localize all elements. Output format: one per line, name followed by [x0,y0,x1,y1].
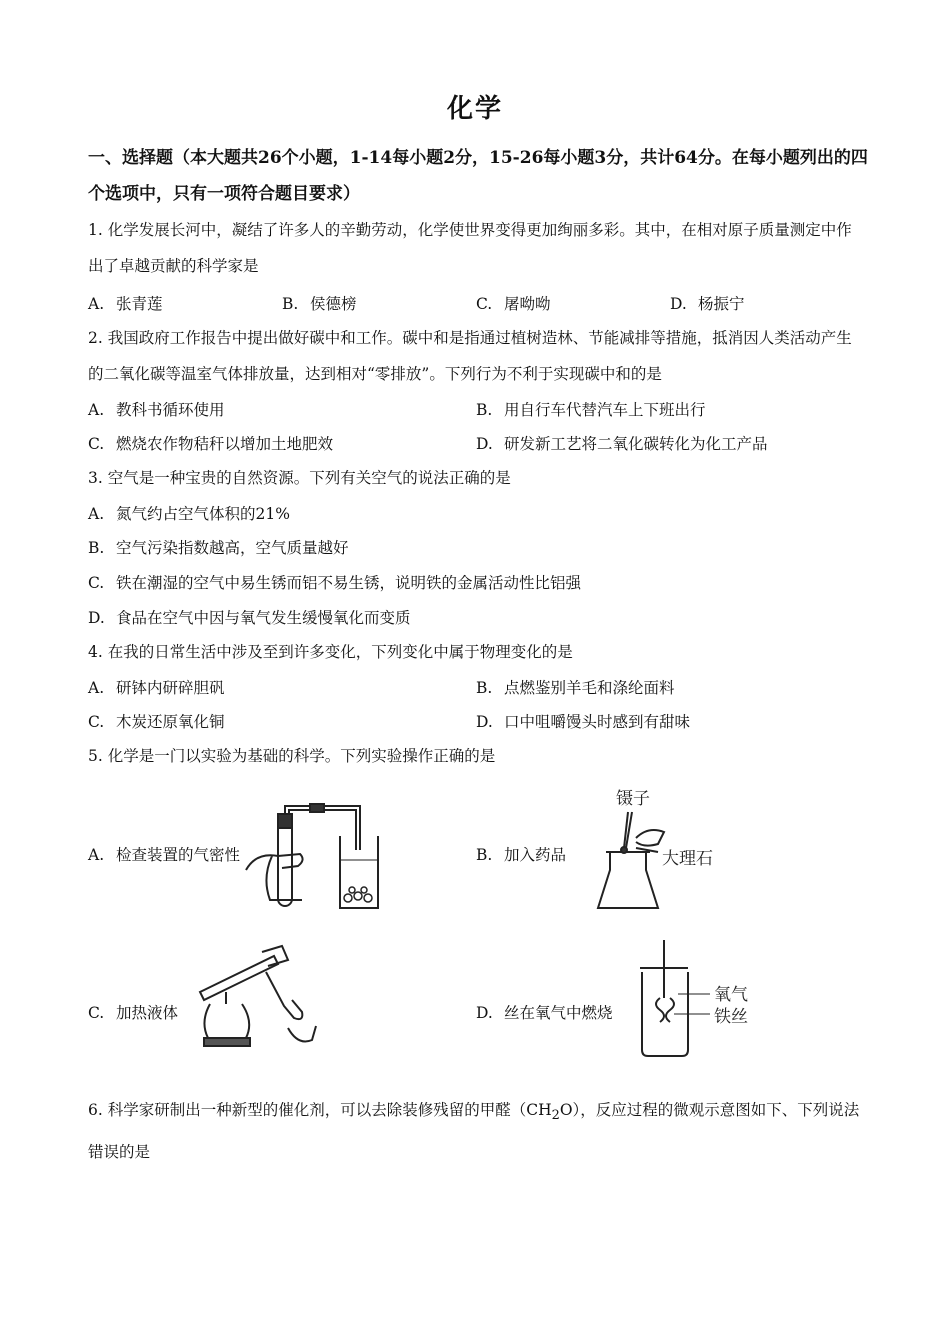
option-text: 口中咀嚼馒头时感到有甜味 [504,713,691,731]
option-label: C. [476,295,493,313]
q3-option-d [88,606,411,628]
q6-stem-part-2: O），反应过程的微观示意图如下、下列说法错误的是 [88,1101,860,1162]
option-label: B. [476,401,493,419]
option-text: 加热液体 [116,1004,179,1022]
option-text: 丝在氧气中燃烧 [504,1004,613,1022]
question-4-stem: 4. 在我的日常生活中涉及至到许多变化，下列变化中属于物理变化的是 [88,643,573,661]
q2-option-a [88,398,225,420]
option-text: 加入药品 [504,846,567,864]
q2-option-c [88,432,333,454]
option-label: D. [476,713,493,731]
question-3-stem: 3. 空气是一种宝贵的自然资源。下列有关空气的说法正确的是 [88,469,511,487]
question-2-stem: 2. 我国政府工作报告中提出做好碳中和工作。碳中和是指通过植树造林、节能减排等措施，抵消因人类活动产生的二氧化碳等温室气体排放量，达到相对“零排放”。下列行为不利于实现碳中和的是 [88,329,852,383]
q5-option-b [476,843,566,865]
q2-option-d [476,432,768,454]
tweezers-label: 镊子 [616,789,650,809]
option-label: B. [282,295,299,313]
section-heading: 一、选择题（本大题共26个小题，1-14每小题2分，15-26每小题3分，共计64分。在每小题列出的四个选项中，只有一项符合题目要求） [88,148,868,204]
option-label: A. [88,401,105,419]
option-label: C. [88,574,105,592]
option-text: 检查装置的气密性 [116,846,241,864]
option-text: 食品在空气中因与氧气发生缓慢氧化而变质 [116,609,411,627]
option-text: 研发新工艺将二氧化碳转化为化工产品 [504,435,768,453]
question-5-stem: 5. 化学是一门以实验为基础的科学。下列实验操作正确的是 [88,747,496,765]
option-label: D. [88,609,105,627]
figure-heating-liquid [192,942,328,1056]
option-text: 燃烧农作物秸秆以增加土地肥效 [116,435,334,453]
option-label: D. [476,435,493,453]
figure-iron-wire-oxygen [626,938,766,1060]
q1-option-b [282,292,357,314]
iron-wire-label: 铁丝 [714,1007,748,1027]
q1-option-c [476,292,551,314]
option-text: 木炭还原氧化铜 [116,713,225,731]
option-text: 铁在潮湿的空气中易生锈而铝不易生锈，说明铁的金属活动性比铝强 [116,574,582,592]
option-label: C. [88,1004,105,1022]
q4-option-a [88,676,225,698]
question-6-stem [88,1092,863,1170]
option-label: B. [88,539,105,557]
option-text: 用自行车代替汽车上下班出行 [504,401,706,419]
figure-tweezers-flask [588,782,758,922]
option-label: A. [88,295,105,313]
q4-option-b [476,676,675,698]
option-label: A. [88,846,105,864]
option-text: 张青莲 [116,295,163,313]
q1-option-d [670,292,745,314]
option-text: 空气污染指数越高，空气质量越好 [116,539,349,557]
option-text: 氮气约占空气体积的21% [116,505,290,523]
q5-option-a [88,843,240,865]
marble-label: 大理石 [662,849,713,869]
option-label: A. [88,679,105,697]
option-label: D. [670,295,687,313]
q6-subscript: 2 [551,1108,560,1124]
q6-stem-part-1: 6. 科学家研制出一种新型的催化剂，可以去除装修残留的甲醛（CH [88,1101,552,1119]
q3-option-c [88,571,581,593]
figure-airtightness-check [242,800,392,912]
question-1-stem: 1. 化学发展长河中，凝结了许多人的辛勤劳动，化学使世界变得更加绚丽多彩。其中，在相对原子质量测定中作出了卓越贡献的科学家是 [88,221,852,275]
option-label: B. [476,846,493,864]
option-text: 杨振宁 [698,295,745,313]
option-label: A. [88,505,105,523]
page-title: 化学 [446,94,503,124]
option-label: C. [88,713,105,731]
option-text: 教科书循环使用 [116,401,225,419]
q4-option-d [476,710,690,732]
oxygen-label: 氧气 [714,985,748,1005]
q5-option-d [476,1001,613,1023]
option-label: D. [476,1004,493,1022]
option-text: 侯德榜 [310,295,357,313]
q3-option-a [88,502,290,524]
q2-option-b [476,398,706,420]
q3-option-b [88,536,349,558]
option-text: 研钵内研碎胆矾 [116,679,225,697]
option-label: B. [476,679,493,697]
option-label: C. [88,435,105,453]
q5-option-c [88,1001,178,1023]
option-text: 屠呦呦 [504,295,551,313]
option-text: 点燃鉴别羊毛和涤纶面料 [504,679,675,697]
q4-option-c [88,710,225,732]
q1-option-a [88,292,163,314]
